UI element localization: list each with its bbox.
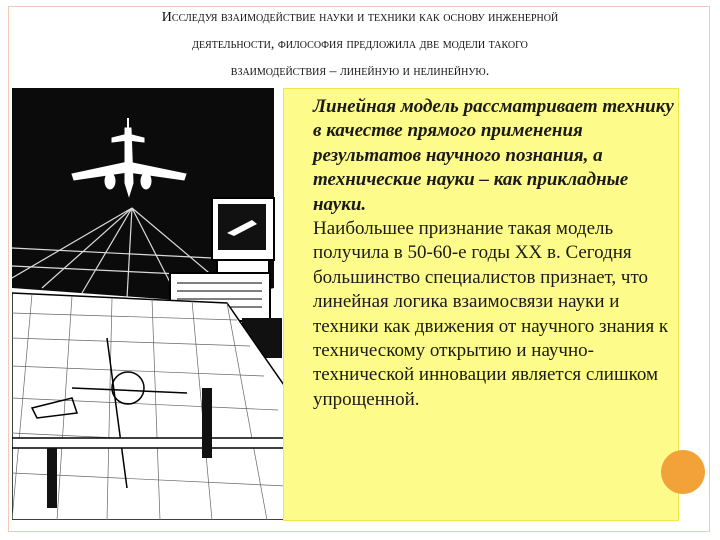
airplane-drafting-computer-illustration bbox=[12, 88, 286, 520]
slide-title bbox=[18, 4, 702, 85]
paragraph-lead: Линейная модель рассматривает технику в качестве прямого применения результатов научного познания, а технические науки – как прикладные науки. bbox=[313, 96, 674, 215]
paragraph-rest: Наибольшее признание такая модель получила в 50-60-е годы XX в. Сегодня большинство специалистов признает, что линейная логика взаимосвязи науки и техники как движения от научного знания к техническому открытию и научно-технической инновации является слишком упрощенной. bbox=[313, 218, 669, 410]
title-line-3: взаимодействия – линейную и нелинейную. bbox=[230, 64, 490, 79]
title-line-2: деятельности, философия предложила две модели такого bbox=[192, 37, 528, 52]
title-line-1: Исследуя взаимодействие науки и техники как основу инженерной bbox=[161, 10, 559, 25]
slide-paragraph bbox=[313, 95, 678, 412]
accent-circle bbox=[661, 450, 705, 494]
